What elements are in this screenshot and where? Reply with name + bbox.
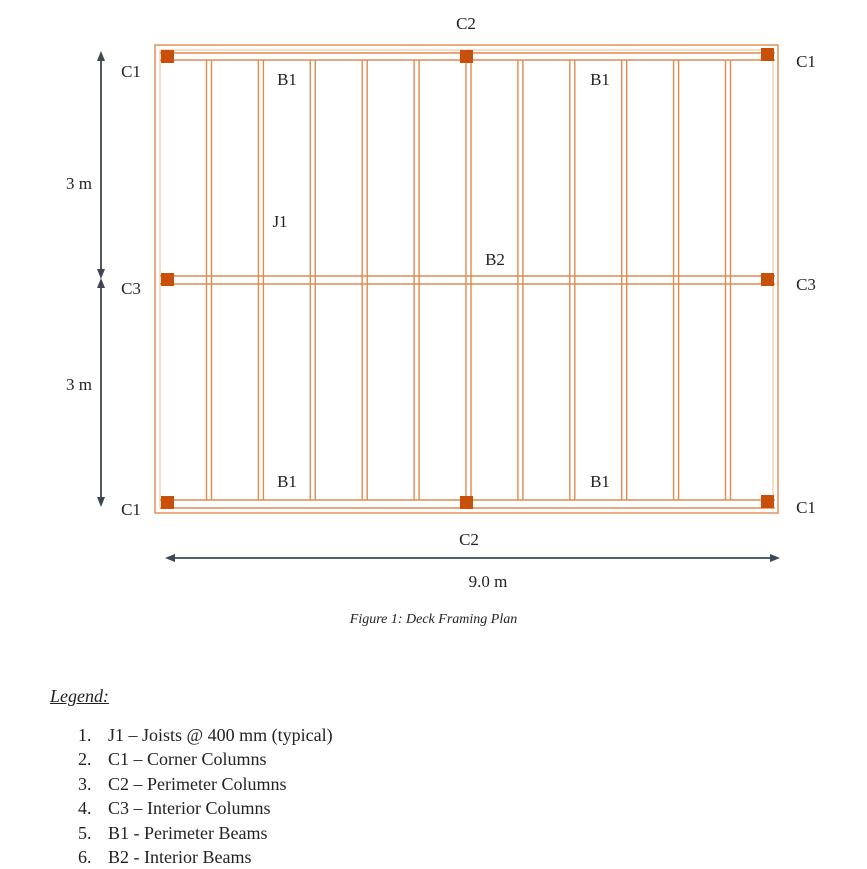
legend-item-number: 4. bbox=[78, 798, 92, 819]
legend-item bbox=[78, 772, 333, 796]
joist bbox=[518, 60, 523, 500]
label-right-middle-c3: C3 bbox=[796, 275, 816, 294]
legend-item-text: C3 – Interior Columns bbox=[108, 798, 271, 819]
column-c1-bottom-right bbox=[761, 495, 774, 508]
label-dim-width: 9.0 m bbox=[468, 572, 508, 591]
joists bbox=[207, 60, 731, 500]
legend-item bbox=[78, 723, 333, 747]
legend-list bbox=[78, 723, 333, 869]
legend-item bbox=[78, 821, 333, 845]
column-c3-left bbox=[161, 273, 174, 286]
label-top-c2: C2 bbox=[456, 14, 476, 33]
joist bbox=[466, 60, 471, 500]
legend-item-text: B2 - Interior Beams bbox=[108, 847, 252, 868]
joist bbox=[207, 60, 212, 500]
legend-item-text: J1 – Joists @ 400 mm (typical) bbox=[108, 725, 333, 745]
column-c3-right bbox=[761, 273, 774, 286]
column-c1-bottom-left bbox=[161, 496, 174, 509]
label-beam-middle-b2: B2 bbox=[485, 250, 505, 269]
joist bbox=[414, 60, 419, 500]
joist bbox=[362, 60, 367, 500]
legend-item bbox=[78, 747, 333, 771]
joist bbox=[258, 60, 263, 500]
label-left-middle-c3: C3 bbox=[121, 279, 141, 298]
label-bottom-c2: C2 bbox=[459, 530, 479, 549]
label-dim-upper: 3 m bbox=[66, 174, 92, 193]
column-c1-top-left bbox=[161, 50, 174, 63]
joist bbox=[570, 60, 575, 500]
legend-item-number: 2. bbox=[78, 749, 92, 770]
legend-item-number: 1. bbox=[78, 725, 92, 745]
joist bbox=[726, 60, 731, 500]
label-beam-top-right: B1 bbox=[590, 70, 610, 89]
label-left-bottom-c1: C1 bbox=[121, 500, 141, 519]
label-joist-j1: J1 bbox=[272, 212, 288, 231]
legend-item bbox=[78, 845, 333, 869]
legend-item-text: B1 - Perimeter Beams bbox=[108, 822, 268, 843]
column-c1-top-right bbox=[761, 48, 774, 61]
legend-item-number: 5. bbox=[78, 822, 92, 843]
figure-caption: Figure 1: Deck Framing Plan bbox=[349, 612, 518, 627]
legend-item bbox=[78, 796, 333, 820]
beam-middle-b2 bbox=[160, 276, 775, 284]
label-beam-bottom-right: B1 bbox=[590, 472, 610, 491]
legend-title: Legend: bbox=[50, 686, 109, 706]
column-c2-bottom bbox=[460, 496, 473, 509]
label-right-top-c1: C1 bbox=[796, 52, 816, 71]
legend-item-text: C2 – Perimeter Columns bbox=[108, 773, 287, 794]
joist bbox=[674, 60, 679, 500]
label-beam-top-left: B1 bbox=[277, 70, 297, 89]
legend-item-text: C1 – Corner Columns bbox=[108, 749, 267, 770]
label-right-bottom-c1: C1 bbox=[796, 498, 816, 517]
joist bbox=[310, 60, 315, 500]
joist bbox=[622, 60, 627, 500]
legend-item-number: 6. bbox=[78, 847, 92, 868]
label-left-top-c1: C1 bbox=[121, 62, 141, 81]
label-beam-bottom-left: B1 bbox=[277, 472, 297, 491]
label-dim-lower: 3 m bbox=[66, 375, 92, 394]
legend-item-number: 3. bbox=[78, 773, 92, 794]
column-c2-top bbox=[460, 50, 473, 63]
